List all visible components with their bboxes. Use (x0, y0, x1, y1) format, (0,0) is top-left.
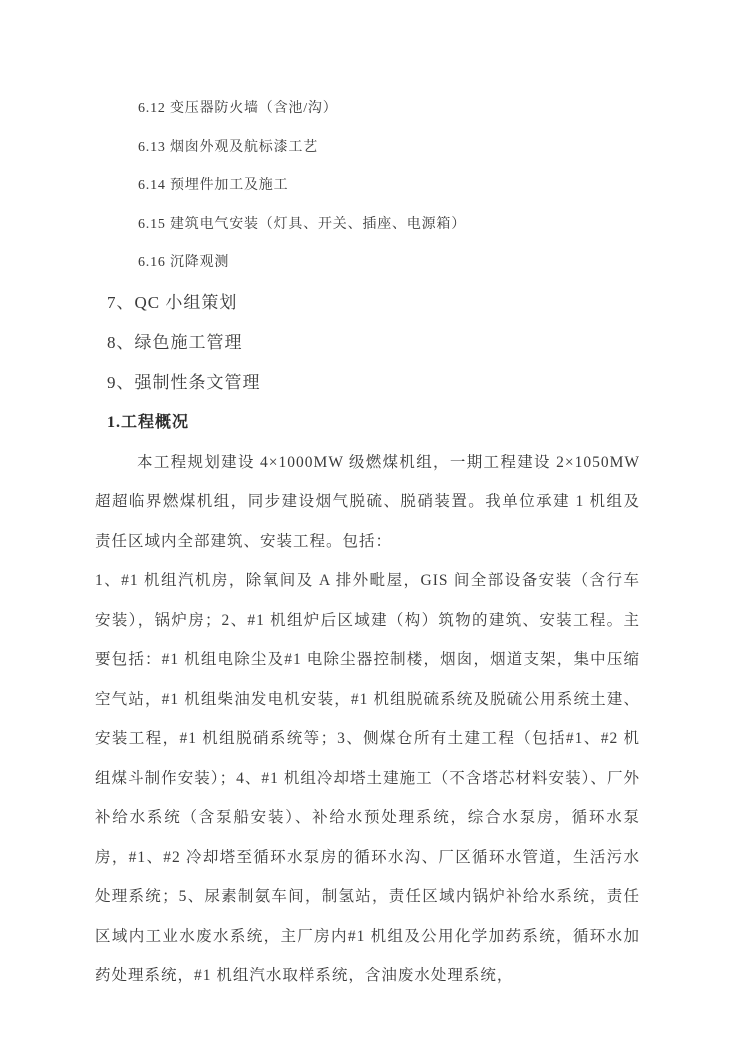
toc-item-7: 7、QC 小组策划 (107, 292, 238, 312)
paragraph-project-intro: 本工程规划建设 4×1000MW 级燃煤机组，一期工程建设 2×1050MW 超超临界燃煤机组，同步建设烟气脱硫、脱硝装置。我单位承建 1 机组及责任区域内全部建筑、安装工程。包括： (95, 453, 640, 550)
toc-item-6-12: 6.12 变压器防火墙（含池/沟） (138, 101, 338, 116)
toc-item-6-15: 6.15 建筑电气安装（灯具、开关、插座、电源箱） (138, 216, 466, 232)
toc-item-6-13: 6.13 烟囱外观及航标漆工艺 (138, 139, 318, 155)
paragraph-project-scope: 1、#1 机组汽机房，除氧间及 A 排外毗屋，GIS 间全部设备安装（含行车安装），锅炉房；2、#1 机组炉后区域建（构）筑物的建筑、安装工程。主要包括：#1 机组电除尘及#1 电除尘器控制楼，烟囱，烟道支架，集中压缩空气站，#1 机组柴油发电机安装，#1 机组脱硫系统及脱硫公用系统土建、安装工程，#1 机组脱硝系统等；3、侧煤仓所有土建工程（包括#1、#2 机组煤斗制作安装）；4、#1 机组冷却塔土建施工（不含塔芯材料安装）、厂外补给水系统（含泵船安装）、补给水预处理系统，综合水泵房，循环水泵房，#1、#2 冷却塔至循环水泵房的循环水沟、厂区循环水管道，生活污水处理系统；5、尿素制氨车间，制氢站，责任区域内锅炉补给水系统，责任区域内工业水废水系统，主厂房内#1 机组及公用化学加药系统，循环水加药处理系统，#1 机组汽水取样系统，含油废水处理系统， (95, 572, 640, 984)
section-heading-project-overview: 1.工程概况 (107, 413, 190, 431)
toc-item-6-14: 6.14 预埋件加工及施工 (138, 178, 289, 193)
toc-item-6-16: 6.16 沉降观测 (138, 255, 230, 270)
toc-item-9: 9、强制性条文管理 (107, 372, 261, 392)
toc-item-8: 8、绿色施工管理 (107, 332, 243, 352)
